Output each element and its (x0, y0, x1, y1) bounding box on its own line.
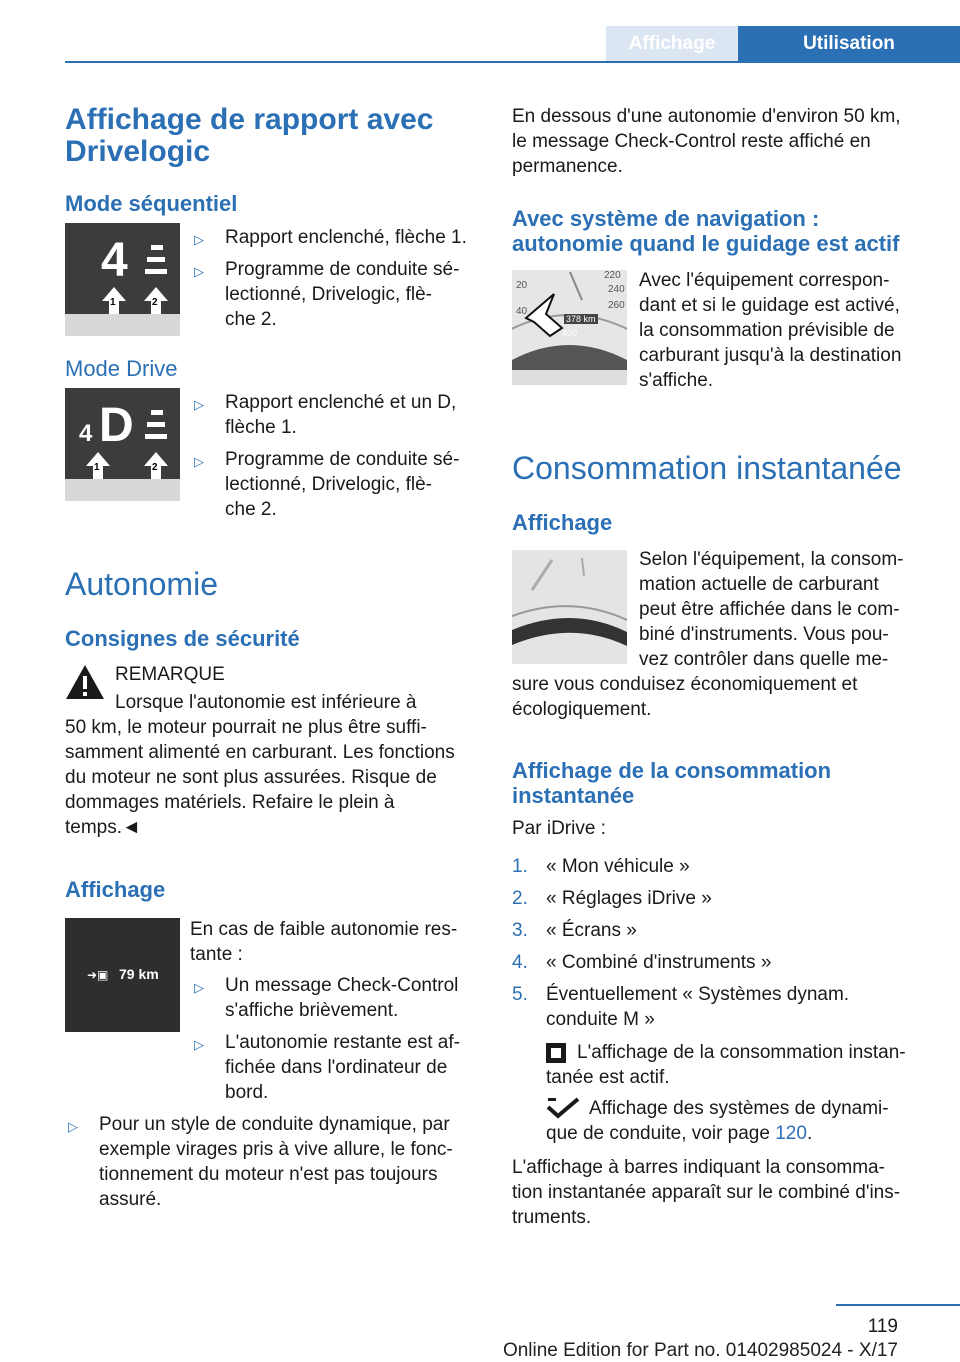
par-idrive: Par iDrive : (512, 818, 606, 839)
arrow-2-label: 2 (152, 297, 158, 308)
heading-instant-line1: Affichage de la consommation (512, 758, 832, 783)
arrow-1-label: 1 (94, 462, 100, 473)
seq-item-2-line2: lectionné, Drivelogic, flè- (225, 284, 432, 305)
aff-line1: Selon l'équipement, la consom- (639, 549, 904, 570)
drive-letter: D (99, 399, 134, 452)
bullet-icon: ▷ (194, 232, 204, 247)
range-value: 79 km (119, 966, 159, 982)
figure-instant-consumption (512, 550, 627, 664)
bullet-icon: ▷ (68, 1119, 78, 1134)
step-1[interactable]: « Mon véhicule » (546, 856, 690, 877)
checkbox-icon[interactable] (546, 1043, 566, 1063)
dynamic-line1: Pour un style de conduite dynamique, par (99, 1114, 450, 1135)
heading-instant-line2: instantanée (512, 783, 635, 808)
display-item-1-line1: Un message Check-Control (225, 975, 459, 996)
seq-item-1: Rapport enclenché, flèche 1. (225, 227, 467, 248)
figure-sequential-mode (65, 223, 180, 336)
gauge-label-260: 260 (608, 300, 625, 311)
aff-line6: sure vous conduisez économiquement et (512, 674, 858, 695)
bullet-icon: ▷ (194, 454, 204, 469)
dynamic-line4: assuré. (99, 1189, 162, 1210)
drive-item-2-line3: che 2. (225, 499, 277, 520)
gauge-label-240: 240 (608, 284, 625, 295)
display-item-1-line2: s'affiche brièvement. (225, 1000, 399, 1021)
display-item-2-line2: fichée dans l'ordinateur de (225, 1057, 448, 1078)
display-intro-line1: En cas de faible autonomie res- (190, 919, 458, 940)
seq-item-2-line1: Programme de conduite sé- (225, 259, 460, 280)
heading-navigation-line2: autonomie quand le guidage est actif (512, 231, 900, 256)
heading-safety: Consignes de sécurité (65, 626, 300, 651)
bullet-icon: ▷ (194, 264, 204, 279)
low-range-line1: En dessous d'une autonomie d'environ 50 km, (512, 106, 901, 127)
dynamic-line2: exemple virages pris à vive allure, le fonc- (99, 1139, 453, 1160)
end-line3: truments. (512, 1207, 592, 1228)
header-chapter-tab[interactable] (738, 26, 960, 61)
seq-item-2-line3: che 2. (225, 309, 277, 330)
aff-line2: mation actuelle de carburant (639, 574, 879, 595)
step-5-line2[interactable]: conduite M » (546, 1009, 655, 1030)
heading-navigation-line1: Avec système de navigation : (512, 206, 820, 231)
arrow-2-label: 2 (152, 462, 158, 473)
gauge-range-readout: 378 km (566, 314, 596, 324)
gauge-label-40: 40 (516, 306, 528, 317)
warning-line-4: du moteur ne sont plus assurées. Risque de (65, 767, 437, 788)
warning-line-2: 50 km, le moteur pourrait ne plus être suffi- (65, 717, 427, 738)
warning-triangle-icon (65, 664, 105, 700)
step-3[interactable]: « Écrans » (546, 920, 637, 941)
figure-range-display (65, 918, 180, 1032)
drive-item-2-line2: lectionné, Drivelogic, flè- (225, 474, 432, 495)
low-range-line2: le message Check-Control reste affiché en (512, 131, 871, 152)
gauge-label-400: 400 (562, 328, 578, 338)
sub-option-1-line1: L'affichage de la consommation instan- (577, 1042, 906, 1063)
sub-option-1-line2: tanée est actif. (546, 1067, 670, 1088)
nav-line2: dant et si le guidage est activé, (639, 295, 900, 316)
sub-option-2-line1: Affichage des systèmes de dynami- (589, 1098, 889, 1119)
header-chapter-label: Utilisation (803, 32, 895, 54)
sub-option-2-line2 (546, 1121, 812, 1146)
bullet-icon: ▷ (194, 980, 204, 995)
header-section-label: Affichage (628, 32, 716, 54)
step-number: 1. (512, 856, 528, 877)
drive-item-1-line1: Rapport enclenché et un D, (225, 392, 457, 413)
figure-navigation-range (512, 270, 627, 385)
section-title-consumption: Consommation instantanée (512, 450, 902, 486)
footer-rule (836, 1304, 960, 1306)
heading-affichage: Affichage (512, 510, 613, 535)
page-number: 119 (867, 1316, 898, 1337)
drive-item-1-line2: flèche 1. (225, 417, 297, 438)
section-title-drivelogic: Affichage de rapport avec Drivelogic (65, 103, 434, 168)
drive-item-2-line1: Programme de conduite sé- (225, 449, 460, 470)
warning-line-6: temps.◄ (65, 817, 141, 838)
arrow-1-label: 1 (110, 297, 116, 308)
end-line1: L'affichage à barres indiquant la consomma- (512, 1157, 885, 1178)
checkmark-icon[interactable] (546, 1097, 580, 1119)
nav-line4: carburant jusqu'à la destination (639, 345, 902, 366)
display-item-2-line3: bord. (225, 1082, 269, 1103)
heading-sequential: Mode séquentiel (65, 191, 238, 216)
bullet-icon: ▷ (194, 397, 204, 412)
step-number: 3. (512, 920, 528, 941)
warning-line-1: Lorsque l'autonomie est inférieure à (115, 692, 417, 713)
display-item-2-line1: L'autonomie restante est af- (225, 1032, 460, 1053)
header-rule (65, 61, 960, 63)
step-5[interactable]: Éventuellement « Systèmes dynam. (546, 984, 850, 1005)
fuel-pump-icon: ➜▣ (87, 968, 109, 982)
step-4[interactable]: « Combiné d'instruments » (546, 952, 772, 973)
gauge-graphic (512, 550, 627, 664)
sub-option-2-period: . (806, 1123, 813, 1144)
bullet-icon: ▷ (194, 1037, 204, 1052)
warning-line-3: samment alimenté en carburant. Les fonctions (65, 742, 455, 763)
heading-display: Affichage (65, 877, 166, 902)
sub-option-2-text: que de conduite, voir page (546, 1123, 776, 1144)
step-number: 5. (512, 984, 528, 1005)
figure-drive-mode (65, 388, 180, 501)
nav-line5: s'affiche. (639, 370, 714, 391)
gauge-label-220: 220 (604, 270, 621, 281)
step-number: 4. (512, 952, 528, 973)
display-intro-line2: tante : (190, 944, 243, 965)
aff-line4: biné d'instruments. Vous pou- (639, 624, 889, 645)
gauge-label-20: 20 (516, 280, 528, 291)
heading-drive-mode: Mode Drive (65, 356, 178, 381)
aff-line5: vez contrôler dans quelle me- (639, 649, 889, 670)
dynamic-line3: tionnement du moteur n'est pas toujours (99, 1164, 438, 1185)
page-link-120[interactable]: 120 (775, 1123, 807, 1144)
aff-line7: écologiquement. (512, 699, 652, 720)
step-2[interactable]: « Réglages iDrive » (546, 888, 712, 909)
drivelogic-bars-icon (143, 241, 171, 281)
header-section-tab[interactable] (606, 26, 738, 61)
step-number: 2. (512, 888, 528, 909)
low-range-line3: permanence. (512, 156, 623, 177)
warning-line-5: dommages matériels. Refaire le plein à (65, 792, 395, 813)
warning-label: REMARQUE (115, 664, 225, 685)
nav-line3: la consommation prévisible de (639, 320, 895, 341)
nav-line1: Avec l'équipement correspon- (639, 270, 890, 291)
end-line2: tion instantanée apparaît sur le combiné d'ins- (512, 1182, 901, 1203)
gear-digit: 4 (101, 234, 128, 287)
drivelogic-bars-icon (143, 406, 171, 446)
gear-digit-small: 4 (79, 420, 93, 447)
edition-footer: Online Edition for Part no. 01402985024 - X/17 (502, 1340, 898, 1361)
aff-line3: peut être affichée dans le com- (639, 599, 900, 620)
section-title-autonomie: Autonomie (65, 566, 218, 602)
